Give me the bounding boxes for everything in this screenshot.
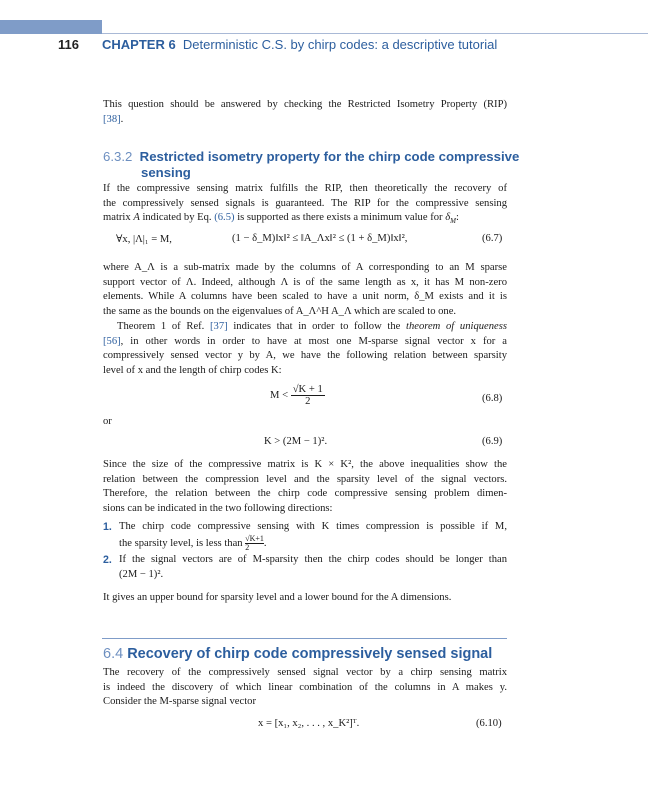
intro-line: [38]. [103,113,124,125]
text-line: where A_Λ is a sub-matrix made by the columns of A corresponding to an M sparse [103,262,507,273]
text-line: Therefore, the relation between the chirp code compressive sensing problem dimen- [103,488,507,500]
or-text: or [103,416,112,427]
where-paragraph [103,261,507,320]
text-line: elements. While A columns have been scaled to have a unit norm, δ_M exists and it is [103,291,507,303]
recovery-paragraph [103,666,507,710]
chapter-title: Deterministic C.S. by chirp codes: a descriptive tutorial [182,37,498,52]
since-paragraph [103,458,507,517]
intro-line: This question should be answered by checking the Restricted Isometry Property (RIP) [103,99,507,110]
text-line: The recovery of the compressively sensed signal vector by a chirp sensing matrix [103,667,507,678]
chapter-label: CHAPTER 6 [102,37,176,52]
section-title-cont: sensing [141,165,191,180]
section-title: Restricted isometry property for the chirp code compressive [139,149,520,164]
text-line: relation between the compression level and the sparsity level of the signal vectors. [103,473,507,485]
text-line: If the signal vectors are of M-sparsity then the chirp codes should be longer than [119,554,507,565]
fraction-numerator: √K + 1 [292,384,323,395]
text-line: the same as the bounds on the eigenvalues of A_Λ^H A_Λ which are scaled to one. [103,306,457,318]
section-heading-6-4 [103,645,492,663]
text-line: The chirp code compressive sensing with K times compression is possible if M, [119,521,507,532]
header-rule [102,33,648,34]
text-line: level of x and the length of chirp codes K: [103,365,282,377]
citation-link[interactable]: [37] [210,321,228,332]
rip-paragraph [103,182,507,229]
text-line: [56], in other words in order to have at most one M-sparse signal vector x for a [103,335,507,347]
equation-number: (6.9) [482,436,503,447]
equation-ref-link[interactable]: (6.5) [214,212,235,224]
text-line: It gives an upper bound for sparsity level and a lower bound for the A dimensions. [103,592,452,603]
equation-number: (6.8) [482,393,503,404]
text-line: Since the size of the compressive matrix is K × K², the above inequalities show the [103,459,507,470]
section-heading-6-3-2 [103,149,519,181]
equation-fraction [291,384,325,407]
text-line: Theorem 1 of Ref. [37] indicates that in order to follow the theorem of uniqueness [117,321,507,332]
theorem-paragraph [103,320,507,379]
section-number: 6.3.2 [103,149,133,164]
text-line: the sparsity level, is less than $\frac{√K+1}{2}$. [119,533,267,552]
text-line: the compressively sensed signals is guaranteed. The RIP for the compressive sensing [103,197,507,209]
fraction-denominator: 2 [305,396,311,407]
inline-fraction: $\frac{√K+1}{2}$ [245,533,264,552]
text-line: matrix A indicated by Eq. (6.5) is supported as there exists a minimum value for $\delta_M$: [103,212,459,226]
text-line: If the compressive sensing matrix fulfills the RIP, then theoretically the recovery of [103,183,507,194]
text-line: (2M − 1)². [119,568,164,580]
text-line: Consider the M-sparse signal vector [103,696,256,708]
equation-number: (6.10) [476,718,502,729]
intro-paragraph [103,98,507,127]
section-title: Recovery of chirp code compressively sensed signal [127,646,493,662]
equation-6-7-lhs: ∀x, |Λ|₁ = M, [116,234,172,245]
citation-link[interactable]: [38] [103,113,121,125]
header-accent-bar [0,20,102,34]
equation-lhs: M < [270,389,289,401]
list-marker: 2. [103,554,112,566]
equation-6-7-rhs: (1 − δ_M)‖x‖² ≤ ‖A_Λx‖² ≤ (1 + δ_M)‖x‖², [232,233,408,244]
text-line: support vector of Λ. Indeed, although Λ is of the same length as x, it has M non-zero [103,276,507,288]
equation-6-8 [270,384,325,407]
equation-number: (6.7) [482,233,503,244]
text-line: is indeed the discovery of which linear combination of the columns in A makes y. [103,681,507,693]
equation-6-10: x = [x₁, x₂, . . . , x_K²]ᵀ. [258,718,360,729]
section-number: 6.4 [103,646,124,662]
section-divider [102,638,507,639]
bound-paragraph [103,591,507,606]
text-line: compressively sensed vector y by A, we have the following relation between sparsity [103,350,507,362]
page-number: 116 [58,37,79,52]
running-header [102,37,497,52]
list-marker: 1. [103,521,112,533]
equation-6-9: K > (2M − 1)². [264,436,328,447]
text-line: sions can be indicated in the two following directions: [103,503,333,515]
citation-link[interactable]: [56] [103,335,121,347]
